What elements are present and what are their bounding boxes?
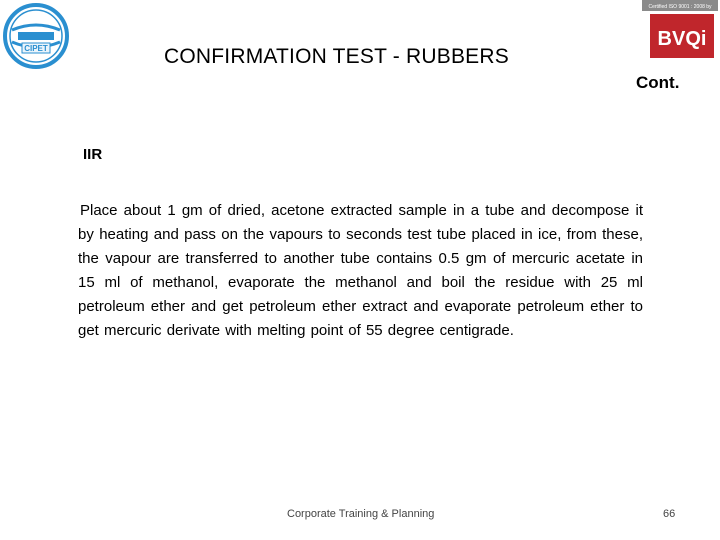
section-heading: IIR	[83, 146, 103, 163]
cipet-logo	[2, 2, 70, 70]
footer-text: Corporate Training & Planning	[287, 508, 435, 520]
page-title: CONFIRMATION TEST - RUBBERS	[164, 45, 509, 68]
svg-text:Certified ISO 9001 : 2008 by: Certified ISO 9001 : 2008 by	[648, 4, 712, 10]
svg-text:BVQi: BVQi	[657, 28, 707, 50]
svg-text:CIPET: CIPET	[24, 44, 48, 53]
bvqi-certification-logo	[642, 0, 718, 58]
page-number: 66	[663, 508, 676, 520]
procedure-paragraph: Place about 1 gm of dried, acetone extracted sample in a tube and decompose it by heating and pass on the vapours to seconds test tube placed in ice, from these, the vapour are transferred to another tube contains 0.5 gm of mercuric acetate in 15 ml of methanol, evaporate the methanol and boil the residue with 25 ml petroleum ether and get petroleum ether extract and evaporate petroleum ether to get mercuric derivate with melting point of 55 degree centigrade.	[78, 202, 643, 339]
continued-label: Cont.	[636, 73, 680, 92]
